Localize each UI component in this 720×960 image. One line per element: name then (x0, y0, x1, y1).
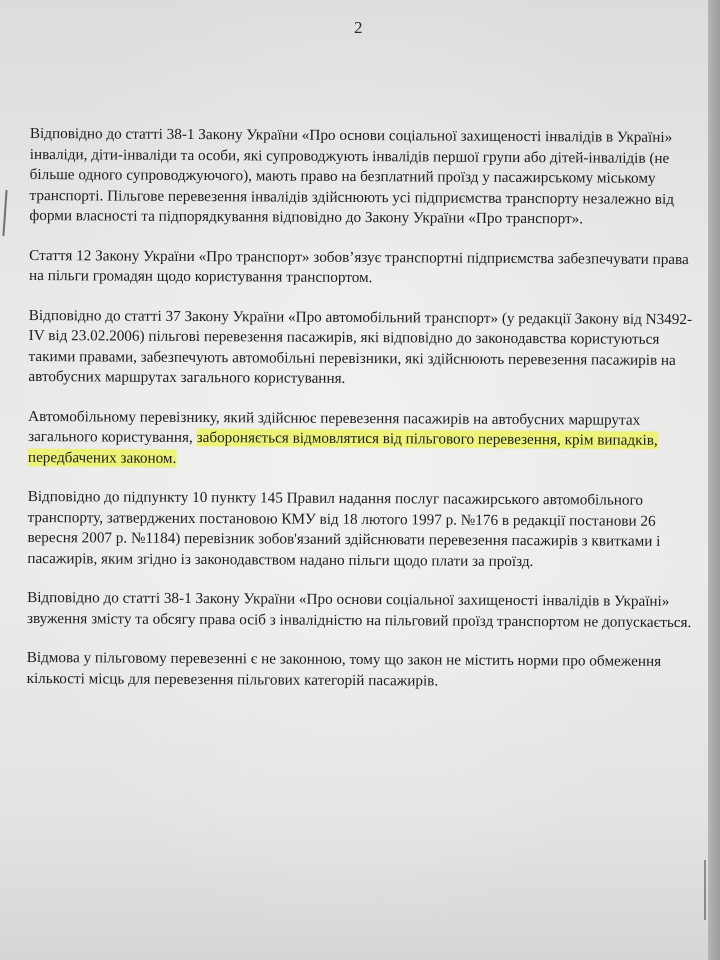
page-number: 2 (354, 18, 363, 37)
document-body (26, 124, 700, 712)
paragraph-4 (28, 406, 698, 472)
paragraph-text: Відмова у пільговому перевезенні є не законною, тому що закон не містить норми про обмеження кількості місць для перевезення пільгових категорій пасажирів. (26, 648, 662, 690)
paragraph-3 (28, 305, 698, 391)
paragraph-text: Відповідно до статті 38-1 Закону України «Про основи соціальної захищеності інвалідів в Україні» інваліди, діти-інваліди та особи, які супроводжують інвалідів першої групи або дітей-інвалідів (не більше одного супроводжуючого), мають право на безплатний проїзд у пасажирському міському транспорті. Пільгове перевезення інвалідів здійснюють усі підприємства транспорту незалежно від форми власності та підпорядкування відповідно до Закону України «Про транспорт». (29, 124, 675, 228)
highlighted-text: забороняється відмовлятися від пільгового перевезення, крім випадків, передбачених законом. (27, 429, 658, 467)
paragraph-6 (27, 588, 697, 633)
paragraph-text: Стаття 12 Закону України «Про транспорт» зобов’язує транспортні підприємства забезпечувати права на пільги громадян щодо користування транспортом. (29, 246, 689, 287)
page-edge-shadow (708, 0, 720, 960)
paragraph-5 (27, 487, 697, 573)
paragraph-text: Відповідно до статті 37 Закону України «Про автомобільний транспорт» (у редакції Закону від N3492-IV від 23.02.2006) пільгові перевезення пасажирів, які відповідно до законодавства користуються такими правами, забезпечують автомобільні перевізники, які здійснюють перевезення пасажирів на автобусних маршрутах загального користування. (28, 306, 693, 387)
paragraph-text: Відповідно до підпункту 10 пункту 145 Правил надання послуг пасажирського автомобільного транспорту, затверджених постановою КМУ від 18 лютого 1997 р. №176 в редакції постанови 26 вересня 2007 р. №1184) перевізник зобов'язаний здійснювати перевезення пасажирів з квитками і пасажирів, яким згідно із законодавством надано пільги щодо плати за проїзд. (27, 487, 661, 570)
paragraph-7 (27, 648, 697, 693)
edge-mark (704, 860, 706, 920)
paragraph-text: Автомобільному перевізнику, який здійснює перевезення пасажирів на автобусних маршрутах загального користування, (28, 407, 641, 447)
paragraph-2 (29, 245, 699, 290)
paragraph-text: Відповідно до статті 38-1 Закону України «Про основи соціальної захищеності інвалідів в Україні» звуження змісту та обсягу права осіб з інвалідністю на пільговий проїзд транспортом не допускається. (26, 588, 692, 631)
pen-mark (2, 190, 7, 236)
paragraph-1 (29, 124, 700, 231)
